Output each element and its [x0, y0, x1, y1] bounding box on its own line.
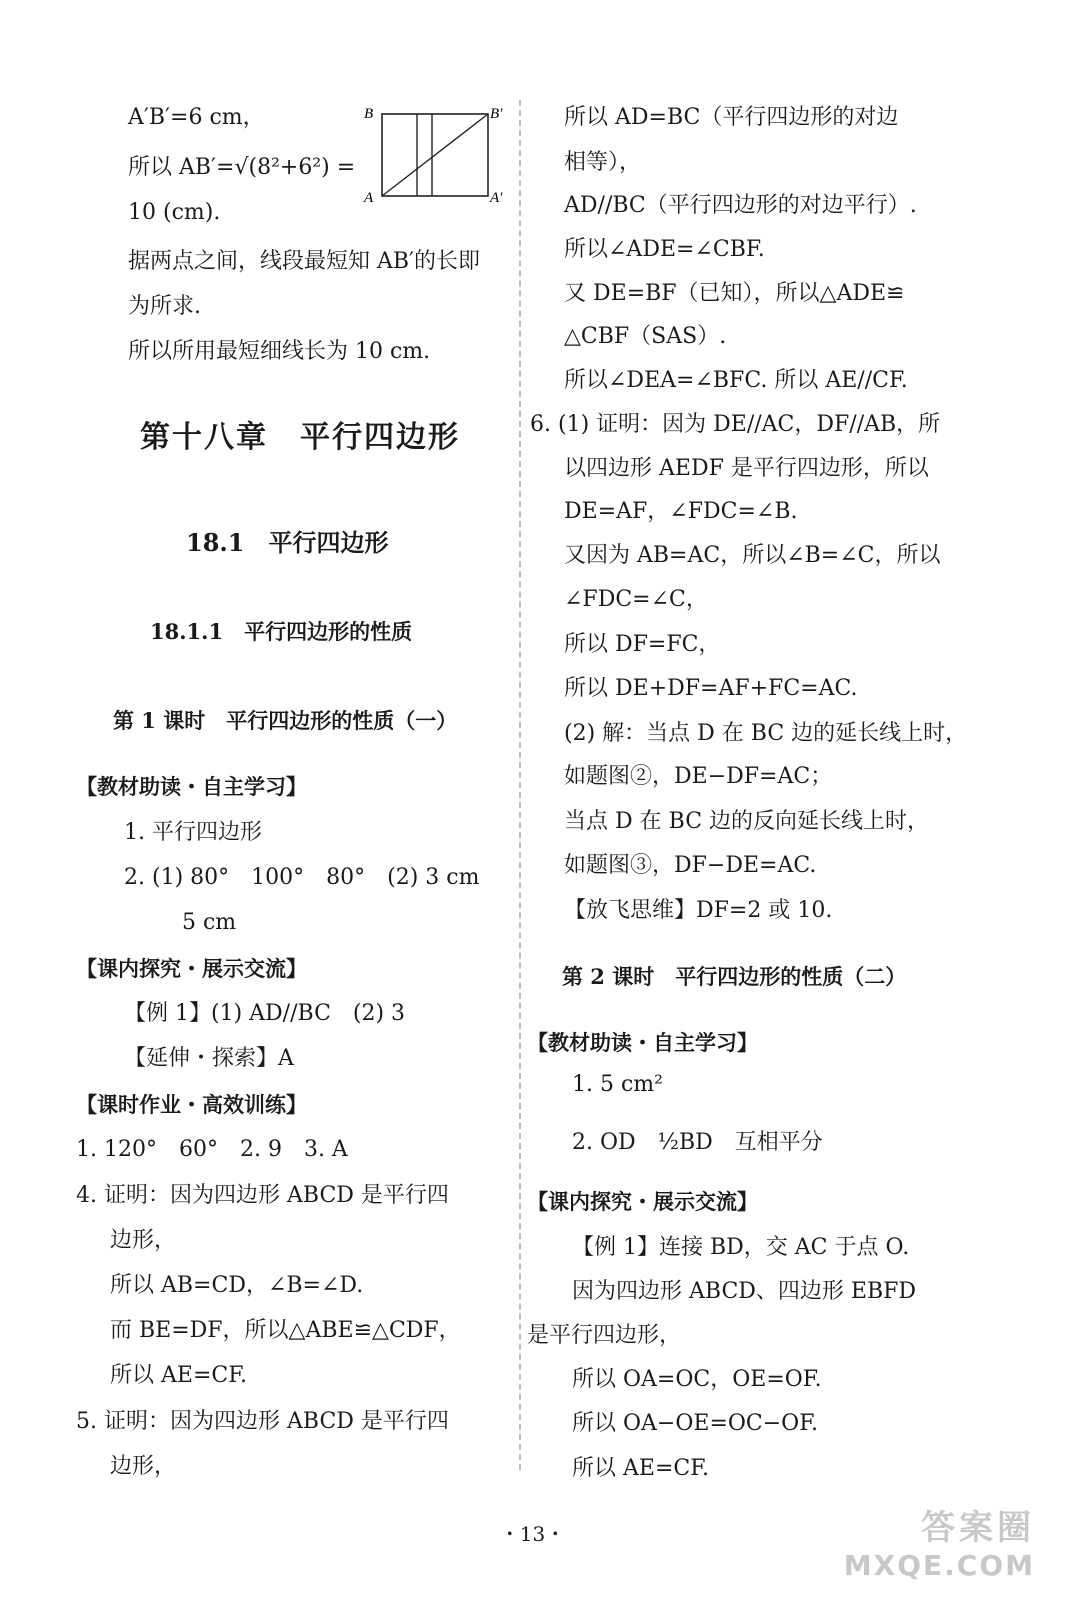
answer-line: DE=AF，∠FDC=∠B. [564, 499, 798, 524]
label-b-prime: B′ [490, 106, 503, 122]
watermark-top: 答案圈 [921, 1508, 1035, 1548]
answer-line: 5. 证明：因为四边形 ABCD 是平行四 [76, 1409, 449, 1434]
answer-line: 边形， [110, 1228, 177, 1253]
lesson-title: 第 1 课时 平行四边形的性质（一） [113, 708, 458, 733]
text-line: 为所求. [128, 294, 201, 319]
example-answer: 【例 1】连接 BD，交 AC 于点 O. [572, 1235, 910, 1260]
text-line: 10 (cm). [128, 200, 221, 225]
text-line: 据两点之间，线段最短知 AB′的长即 [128, 249, 481, 274]
answer-line: 5 cm [182, 910, 237, 935]
answer-line: 如题图②，DE−DF=AC； [564, 764, 833, 789]
answer-line: 1. 120° 60° 2. 9 3. A [76, 1137, 348, 1162]
answer-line: 2. OD ½BD 互相平分 [572, 1130, 823, 1155]
label-a: A [364, 190, 374, 206]
answer-line: 所以 AD=BC（平行四边形的对边 [564, 105, 899, 130]
rectangle-figure [358, 98, 514, 210]
label-a-prime: A′ [490, 190, 503, 206]
answer-line: 所以 DF=FC， [564, 632, 721, 657]
answer-line: 6. (1) 证明：因为 DE//AC，DF//AB，所 [530, 412, 941, 437]
subsection-title: 18.1.1 平行四边形的性质 [150, 619, 413, 644]
answer-line: △CBF（SAS）. [564, 324, 727, 349]
answer-line: 所以∠DEA=∠BFC. 所以 AE//CF. [564, 368, 908, 393]
text-line: 所以所用最短细线长为 10 cm. [128, 339, 431, 364]
answer-line: 所以 AB=CD，∠B=∠D. [110, 1273, 364, 1298]
section-heading: 【课内探究・展示交流】 [527, 1189, 758, 1214]
watermark [844, 1500, 1035, 1582]
answer-line: 1. 5 cm² [572, 1072, 663, 1097]
answer-line: 又 DE=BF（已知），所以△ADE≌ [564, 281, 905, 306]
answer-line: 边形， [110, 1454, 177, 1479]
section-heading: 【教材助读・自主学习】 [527, 1030, 758, 1055]
section-heading: 【教材助读・自主学习】 [76, 774, 307, 799]
answer-line: 当点 D 在 BC 边的反向延长线上时， [564, 809, 930, 834]
label-b: B [364, 106, 374, 122]
example-answer: 【例 1】(1) AD//BC (2) 3 [124, 1001, 406, 1026]
chapter-title: 第十八章 平行四边形 [140, 420, 460, 455]
answer-line: 所以 OA=OC，OE=OF. [572, 1367, 822, 1392]
answer-line: 【放飞思维】DF=2 或 10. [564, 898, 833, 923]
answer-line: 2. (1) 80° 100° 80° (2) 3 cm [124, 865, 480, 890]
answer-line: ∠FDC=∠C， [564, 587, 708, 612]
answer-line: 又因为 AB=AC，所以∠B=∠C，所以 [564, 543, 941, 568]
section-heading: 【课时作业・高效训练】 [76, 1092, 307, 1117]
text-line: A′B′=6 cm， [128, 105, 265, 130]
answer-line: (2) 解：当点 D 在 BC 边的延长线上时， [564, 721, 968, 746]
answer-line: 所以 AE=CF. [110, 1363, 248, 1388]
page-number: ・13・ [499, 1522, 566, 1546]
answer-line: 4. 证明：因为四边形 ABCD 是平行四 [76, 1183, 449, 1208]
lesson-title: 第 2 课时 平行四边形的性质（二） [562, 964, 907, 989]
answer-line: 相等）， [564, 150, 642, 175]
answer-line: 1. 平行四边形 [124, 820, 262, 845]
column-divider [519, 100, 521, 1470]
answer-line: 所以∠ADE=∠CBF. [564, 237, 765, 262]
answer-line: 因为四边形 ABCD、四边形 EBFD [572, 1279, 917, 1304]
answer-line: 所以 AE=CF. [572, 1456, 710, 1481]
answer-line: 以四边形 AEDF 是平行四边形，所以 [564, 456, 929, 481]
watermark-bottom: MXQE.COM [843, 1549, 1035, 1582]
answer-line: AD//BC（平行四边形的对边平行）. [564, 193, 917, 218]
answer-line: 而 BE=DF，所以△ABE≌△CDF， [110, 1318, 461, 1343]
section-heading: 【课内探究・展示交流】 [76, 956, 307, 981]
text-line: 所以 AB′=√(8²+6²) = [128, 155, 356, 180]
answer-line: 所以 OA−OE=OC−OF. [572, 1411, 819, 1436]
answer-line: 如题图③，DF−DE=AC. [564, 853, 817, 878]
section-title: 18.1 平行四边形 [186, 528, 389, 557]
answer-line: 是平行四边形， [527, 1323, 682, 1348]
extension-answer: 【延伸・探索】A [124, 1046, 294, 1071]
answer-line: 所以 DE+DF=AF+FC=AC. [564, 676, 858, 701]
